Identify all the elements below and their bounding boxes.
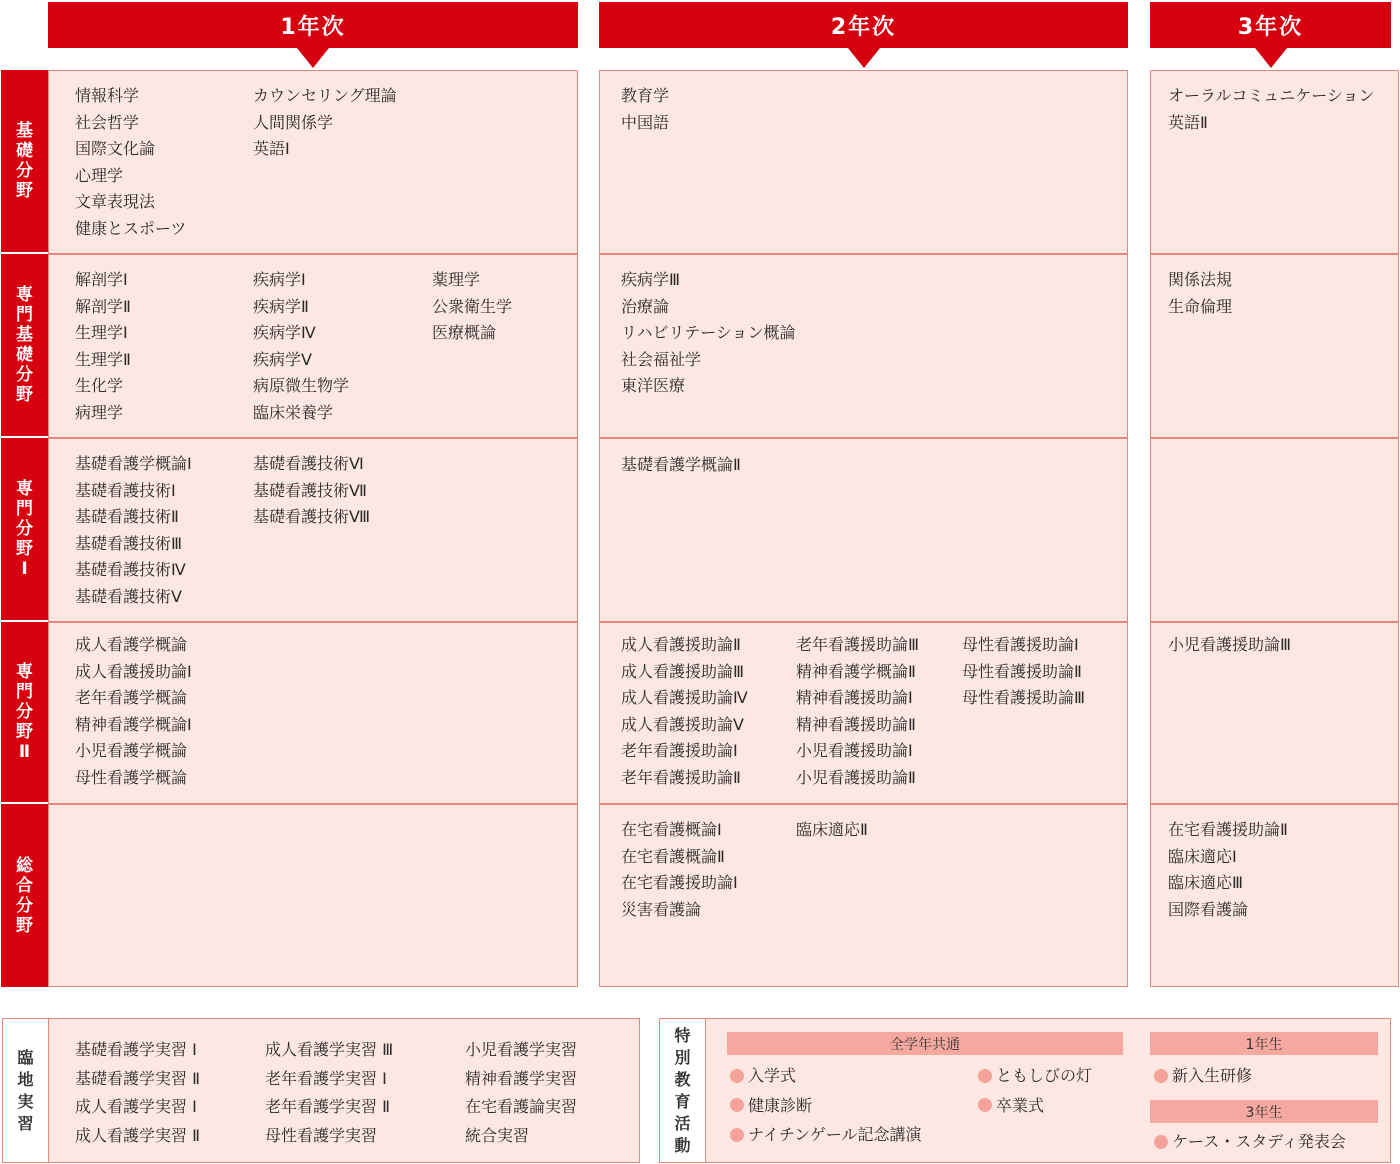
practicum-list xyxy=(465,1036,577,1150)
course-item: 生理学Ⅰ xyxy=(75,323,128,342)
course-item: 成人看護援助論Ⅳ xyxy=(621,688,748,707)
course-item: 国際文化論 xyxy=(75,139,156,158)
year-header-1: 1年次 xyxy=(48,2,578,48)
course-item: 小児看護援助論Ⅲ xyxy=(1168,635,1292,654)
course-item: 生理学Ⅱ xyxy=(75,349,131,369)
course-item: 病原微生物学 xyxy=(253,376,350,395)
course-list xyxy=(621,817,738,923)
course-list xyxy=(621,267,796,400)
course-item: 英語Ⅰ xyxy=(253,139,290,158)
course-item: 生命倫理 xyxy=(1168,296,1233,316)
course-item: 母性看護援助論Ⅰ xyxy=(962,635,1079,654)
course-list xyxy=(1168,83,1375,136)
year-header-2: 2年次 xyxy=(599,2,1128,48)
practicum-item: 統合実習 xyxy=(465,1125,530,1145)
bullet-icon xyxy=(1154,1069,1168,1083)
course-item: 基礎看護技術Ⅷ xyxy=(253,507,371,526)
course-list xyxy=(253,83,397,163)
course-item: 基礎看護技術Ⅵ xyxy=(253,454,364,473)
course-list xyxy=(1168,632,1291,659)
row-divider xyxy=(49,621,577,623)
course-item: 臨床適応Ⅰ xyxy=(1168,846,1237,866)
course-item: 治療論 xyxy=(621,296,670,316)
course-list xyxy=(1168,267,1232,320)
bullet-icon xyxy=(730,1128,744,1142)
course-list xyxy=(621,452,741,479)
course-item: 精神看護学概論Ⅰ xyxy=(75,714,192,734)
course-item: 疾病学Ⅱ xyxy=(253,296,309,316)
course-item: 臨床栄養学 xyxy=(253,402,334,422)
course-item: 成人看護援助論Ⅴ xyxy=(621,714,744,734)
activity-item: ナイチンゲール記念講演 xyxy=(730,1120,921,1150)
course-list xyxy=(1168,817,1288,923)
course-item: 基礎看護技術Ⅰ xyxy=(75,480,176,500)
course-list xyxy=(796,632,919,791)
practicum-item: 成人看護学実習 Ⅲ xyxy=(265,1040,394,1059)
course-list xyxy=(621,632,748,791)
year3-header: 3年生 xyxy=(1150,1100,1378,1123)
course-item: 解剖学Ⅱ xyxy=(75,296,131,316)
practicum-item: 老年看護学実習 Ⅰ xyxy=(265,1068,387,1088)
course-item: 在宅看護援助論Ⅰ xyxy=(621,873,738,892)
row-divider xyxy=(600,253,1127,255)
course-item: 精神看護援助論Ⅰ xyxy=(796,688,913,707)
practicum-item: 成人看護学実習 Ⅱ xyxy=(75,1125,200,1145)
course-item: 基礎看護技術Ⅲ xyxy=(75,533,183,553)
course-item: 母性看護援助論Ⅲ xyxy=(962,688,1086,707)
course-item: 母性看護援助論Ⅱ xyxy=(962,661,1082,681)
course-item: 生化学 xyxy=(75,376,124,395)
course-item: 疾病学Ⅳ xyxy=(253,323,316,342)
course-item: 薬理学 xyxy=(432,270,481,289)
course-item: 関係法規 xyxy=(1168,270,1233,289)
bullet-icon xyxy=(978,1069,992,1083)
course-item: 国際看護論 xyxy=(1168,899,1249,919)
row-divider xyxy=(600,621,1127,623)
row-label-senmon-1: 専門分野Ⅰ xyxy=(1,438,48,620)
course-item: 東洋医療 xyxy=(621,376,686,395)
course-item: 病理学 xyxy=(75,402,124,422)
course-item: 社会哲学 xyxy=(75,112,140,132)
course-item: 小児看護援助論Ⅱ xyxy=(796,767,916,787)
special-activities-label: 特別教育活動 xyxy=(660,1019,706,1162)
course-item: 疾病学Ⅴ xyxy=(253,349,312,369)
course-list xyxy=(75,83,186,242)
row-label-sogo: 総合分野 xyxy=(1,804,48,987)
all-years-list xyxy=(730,1061,921,1150)
year-header-3: 3年次 xyxy=(1150,2,1391,48)
course-item: 情報科学 xyxy=(75,86,140,105)
course-item: カウンセリング理論 xyxy=(253,86,397,105)
practicum-item: 在宅看護論実習 xyxy=(465,1097,578,1116)
course-item: 精神看護援助論Ⅱ xyxy=(796,714,916,734)
course-item: 老年看護援助論Ⅱ xyxy=(621,767,741,787)
bullet-icon xyxy=(1154,1135,1168,1149)
course-item: 疾病学Ⅰ xyxy=(253,270,306,289)
course-item: 精神看護学概論Ⅱ xyxy=(796,661,916,681)
course-item: 成人看護学概論 xyxy=(75,635,188,654)
year3-activity-list xyxy=(1154,1127,1346,1157)
bullet-icon xyxy=(730,1069,744,1083)
bullet-icon xyxy=(978,1098,992,1112)
course-item: 基礎看護技術Ⅱ xyxy=(75,507,179,526)
course-item: オーラルコミュニケーション xyxy=(1168,86,1375,105)
course-item: 成人看護援助論Ⅰ xyxy=(75,661,192,681)
course-list xyxy=(796,817,868,844)
row-divider xyxy=(1151,437,1398,439)
bullet-icon xyxy=(730,1098,744,1112)
row-divider xyxy=(600,803,1127,805)
course-list xyxy=(621,83,669,136)
year1-column xyxy=(48,70,578,987)
course-item: 健康とスポーツ xyxy=(75,218,187,238)
year1-activity-list xyxy=(1154,1061,1252,1091)
course-item: 基礎看護学概論Ⅱ xyxy=(621,455,741,474)
row-divider xyxy=(1151,253,1398,255)
practicum-label: 臨地実習 xyxy=(3,1019,49,1162)
all-years-header: 全学年共通 xyxy=(727,1032,1123,1055)
year3-column xyxy=(1150,70,1399,987)
row-divider xyxy=(49,803,577,805)
course-item: 老年看護援助論Ⅲ xyxy=(796,635,920,654)
course-item: 基礎看護技術Ⅳ xyxy=(75,560,186,579)
row-divider xyxy=(600,437,1127,439)
course-item: 基礎看護技術Ⅴ xyxy=(75,586,182,606)
course-item: 解剖学Ⅰ xyxy=(75,270,128,289)
row-label-senmon-2: 専門分野Ⅱ xyxy=(1,622,48,802)
activity-item: 入学式 xyxy=(730,1061,921,1091)
course-item: 基礎看護技術Ⅶ xyxy=(253,480,367,500)
course-list xyxy=(253,267,349,426)
practicum-item: 基礎看護学実習 Ⅱ xyxy=(75,1068,200,1088)
course-list xyxy=(75,451,192,610)
row-label-kiso: 基礎分野 xyxy=(1,70,48,252)
course-item: 心理学 xyxy=(75,165,124,185)
course-item: 在宅看護援助論Ⅱ xyxy=(1168,820,1288,839)
practicum-item: 成人看護学実習 Ⅰ xyxy=(75,1097,197,1116)
course-item: リハビリテーション概論 xyxy=(621,323,796,342)
course-item: 老年看護学概論 xyxy=(75,688,188,707)
course-item: 医療概論 xyxy=(432,323,497,342)
course-item: 在宅看護概論Ⅰ xyxy=(621,820,722,839)
course-list xyxy=(962,632,1085,712)
course-item: 文章表現法 xyxy=(75,192,156,211)
row-divider xyxy=(1151,621,1398,623)
practicum-list xyxy=(265,1036,393,1150)
course-item: 成人看護援助論Ⅲ xyxy=(621,661,745,681)
practicum-item: 老年看護学実習 Ⅱ xyxy=(265,1097,390,1116)
course-list xyxy=(253,451,370,531)
course-item: 社会福祉学 xyxy=(621,349,702,369)
course-item: 母性看護学概論 xyxy=(75,767,188,787)
course-item: 災害看護論 xyxy=(621,899,702,919)
course-item: 公衆衛生学 xyxy=(432,296,513,316)
course-list xyxy=(75,267,131,426)
practicum-list xyxy=(75,1036,200,1150)
course-item: 教育学 xyxy=(621,86,670,105)
activity-item: 新入生研修 xyxy=(1154,1061,1252,1091)
all-years-list-2 xyxy=(978,1061,1092,1120)
course-list xyxy=(432,267,512,347)
practicum-item: 小児看護学実習 xyxy=(465,1040,578,1059)
course-item: 中国語 xyxy=(621,112,670,132)
activity-item: 健康診断 xyxy=(730,1091,921,1121)
course-list xyxy=(75,632,192,791)
practicum-box xyxy=(2,1018,640,1163)
practicum-item: 基礎看護学実習 Ⅰ xyxy=(75,1040,197,1059)
course-item: 英語Ⅱ xyxy=(1168,112,1208,132)
course-item: 人間関係学 xyxy=(253,112,334,132)
activity-item: ともしびの灯 xyxy=(978,1061,1092,1091)
activity-item: ケース・スタディ発表会 xyxy=(1154,1127,1346,1157)
course-item: 小児看護援助論Ⅰ xyxy=(796,741,913,760)
practicum-item: 精神看護学実習 xyxy=(465,1068,578,1088)
course-item: 小児看護学概論 xyxy=(75,741,188,760)
row-divider xyxy=(49,253,577,255)
year2-column xyxy=(599,70,1128,987)
course-item: 基礎看護学概論Ⅰ xyxy=(75,454,192,473)
course-item: 疾病学Ⅲ xyxy=(621,270,681,289)
year1-header: 1年生 xyxy=(1150,1032,1378,1055)
course-item: 在宅看護概論Ⅱ xyxy=(621,846,725,866)
activity-item: 卒業式 xyxy=(978,1091,1092,1121)
row-divider xyxy=(49,437,577,439)
course-item: 成人看護援助論Ⅱ xyxy=(621,635,741,654)
practicum-item: 母性看護学実習 xyxy=(265,1125,378,1145)
course-item: 臨床適応Ⅱ xyxy=(796,820,868,839)
course-item: 臨床適応Ⅲ xyxy=(1168,873,1244,892)
special-activities-box xyxy=(659,1018,1391,1163)
course-item: 老年看護援助論Ⅰ xyxy=(621,741,738,760)
row-divider xyxy=(1151,803,1398,805)
row-label-senmon-kiso: 専門基礎分野 xyxy=(1,254,48,436)
